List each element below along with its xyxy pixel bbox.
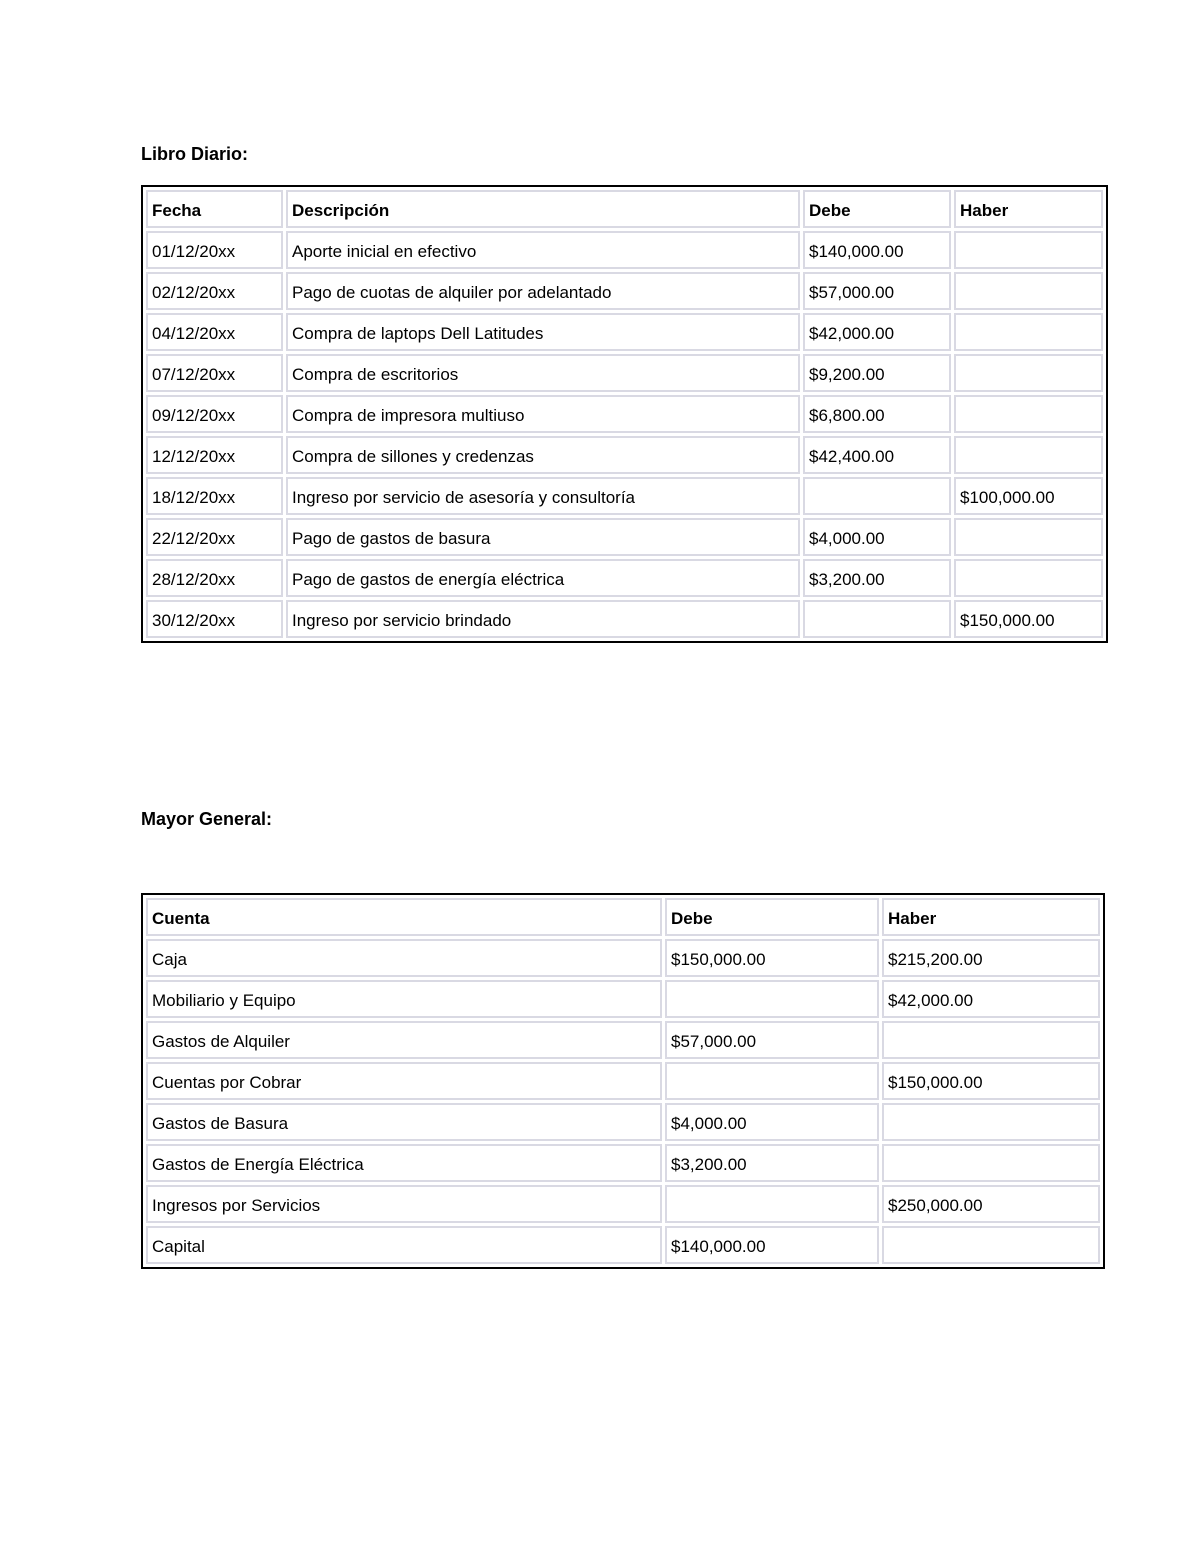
header-cell: Haber [954, 190, 1103, 228]
header-cell: Haber [882, 898, 1100, 936]
credit-cell [882, 1226, 1100, 1264]
journal-row [146, 436, 1103, 474]
ledger-header-row [146, 898, 1100, 936]
debit-cell [803, 600, 951, 638]
date-cell: 02/12/20xx [146, 272, 283, 310]
journal-row [146, 272, 1103, 310]
debit-cell: $140,000.00 [803, 231, 951, 269]
description-cell: Pago de gastos de energía eléctrica [286, 559, 800, 597]
ledger-row [146, 1144, 1100, 1182]
ledger-title: Mayor General: [141, 809, 273, 829]
description-cell: Aporte inicial en efectivo [286, 231, 800, 269]
journal-row [146, 231, 1103, 269]
debit-cell [665, 980, 879, 1018]
header-cell: Descripción [286, 190, 800, 228]
description-cell: Compra de escritorios [286, 354, 800, 392]
credit-cell [954, 395, 1103, 433]
journal-title: Libro Diario: [141, 144, 248, 164]
ledger-row [146, 1226, 1100, 1264]
credit-cell [954, 313, 1103, 351]
account-cell: Ingresos por Servicios [146, 1185, 662, 1223]
description-cell: Compra de laptops Dell Latitudes [286, 313, 800, 351]
date-cell: 30/12/20xx [146, 600, 283, 638]
date-cell: 18/12/20xx [146, 477, 283, 515]
account-cell: Gastos de Basura [146, 1103, 662, 1141]
description-cell: Compra de sillones y credenzas [286, 436, 800, 474]
credit-cell [882, 1144, 1100, 1182]
date-cell: 22/12/20xx [146, 518, 283, 556]
header-cell: Debe [665, 898, 879, 936]
account-cell: Mobiliario y Equipo [146, 980, 662, 1018]
ledger-row [146, 939, 1100, 977]
date-cell: 04/12/20xx [146, 313, 283, 351]
header-cell: Cuenta [146, 898, 662, 936]
description-cell: Ingreso por servicio brindado [286, 600, 800, 638]
header-cell: Fecha [146, 190, 283, 228]
journal-row [146, 477, 1103, 515]
debit-cell: $4,000.00 [803, 518, 951, 556]
date-cell: 28/12/20xx [146, 559, 283, 597]
credit-cell: $150,000.00 [882, 1062, 1100, 1100]
date-cell: 01/12/20xx [146, 231, 283, 269]
credit-cell [954, 272, 1103, 310]
debit-cell: $6,800.00 [803, 395, 951, 433]
account-cell: Gastos de Alquiler [146, 1021, 662, 1059]
header-cell: Debe [803, 190, 951, 228]
description-cell: Pago de cuotas de alquiler por adelantado [286, 272, 800, 310]
credit-cell [882, 1103, 1100, 1141]
debit-cell: $3,200.00 [665, 1144, 879, 1182]
date-cell: 09/12/20xx [146, 395, 283, 433]
ledger-row [146, 980, 1100, 1018]
debit-cell [665, 1062, 879, 1100]
ledger-row [146, 1103, 1100, 1141]
debit-cell: $9,200.00 [803, 354, 951, 392]
debit-cell [665, 1185, 879, 1223]
journal-row [146, 518, 1103, 556]
date-cell: 07/12/20xx [146, 354, 283, 392]
credit-cell [882, 1021, 1100, 1059]
account-cell: Cuentas por Cobrar [146, 1062, 662, 1100]
journal-header-row [146, 190, 1103, 228]
debit-cell: $4,000.00 [665, 1103, 879, 1141]
journal-row [146, 313, 1103, 351]
account-cell: Gastos de Energía Eléctrica [146, 1144, 662, 1182]
description-cell: Ingreso por servicio de asesoría y consultoría [286, 477, 800, 515]
credit-cell [954, 354, 1103, 392]
ledger-row [146, 1062, 1100, 1100]
debit-cell: $57,000.00 [665, 1021, 879, 1059]
description-cell: Compra de impresora multiuso [286, 395, 800, 433]
credit-cell [954, 559, 1103, 597]
credit-cell: $150,000.00 [954, 600, 1103, 638]
journal-table [141, 185, 1108, 643]
ledger-table [141, 893, 1105, 1269]
credit-cell [954, 231, 1103, 269]
debit-cell: $140,000.00 [665, 1226, 879, 1264]
ledger-row [146, 1021, 1100, 1059]
journal-row [146, 600, 1103, 638]
credit-cell: $100,000.00 [954, 477, 1103, 515]
debit-cell: $42,000.00 [803, 313, 951, 351]
credit-cell [954, 518, 1103, 556]
journal-row [146, 354, 1103, 392]
ledger-row [146, 1185, 1100, 1223]
date-cell: 12/12/20xx [146, 436, 283, 474]
journal-row [146, 559, 1103, 597]
debit-cell: $150,000.00 [665, 939, 879, 977]
account-cell: Capital [146, 1226, 662, 1264]
credit-cell: $250,000.00 [882, 1185, 1100, 1223]
description-cell: Pago de gastos de basura [286, 518, 800, 556]
credit-cell: $215,200.00 [882, 939, 1100, 977]
credit-cell [954, 436, 1103, 474]
debit-cell: $3,200.00 [803, 559, 951, 597]
journal-row [146, 395, 1103, 433]
debit-cell [803, 477, 951, 515]
account-cell: Caja [146, 939, 662, 977]
credit-cell: $42,000.00 [882, 980, 1100, 1018]
debit-cell: $57,000.00 [803, 272, 951, 310]
debit-cell: $42,400.00 [803, 436, 951, 474]
